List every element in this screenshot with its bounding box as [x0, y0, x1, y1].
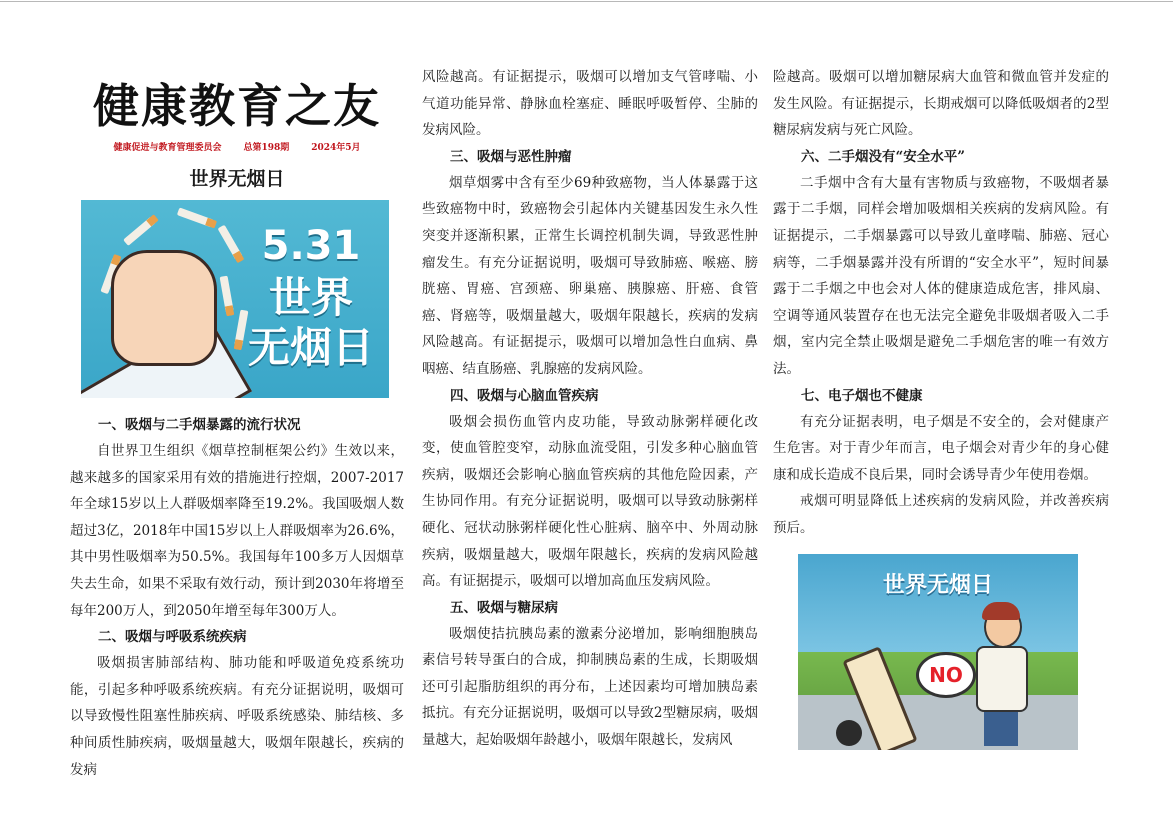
masthead-subline [70, 142, 404, 154]
boy-legs-shape [984, 706, 1018, 746]
section-6-paragraph: 二手烟中含有大量有害物质与致癌物，不吸烟者暴露于二手烟，同样会增加吸烟相关疾病的发病风险。有证据提示，二手烟暴露可以导致儿童哮喘、肺癌、冠心病等，二手烟暴露并没有所谓的“安全水平”，短时间暴露于二手烟之中也会对人体的健康造成危害，排风扇、空调等通风装置存在也无法完全避免非吸烟者吸入二手烟，室内完全禁止吸烟是避免二手烟危害的唯一有效方法。 [773, 174, 1109, 377]
section-1-paragraph: 自世界卫生组织《烟草控制框架公约》生效以来，越来越多的国家采用有效的措施进行控烟，2007-2017年全球15岁以上人群吸烟率降至19.2%。我国吸烟人数超过3亿，2018年中国15岁以上人群吸烟率为26.6%，其中男性吸烟率为50.5%。我国每年100多万人因烟草失去生命，如果不采取有效行动，预计到2030年将增至每年200万人，到2050年增至每年300万人。 [70, 443, 404, 619]
section-2-paragraph-part1: 吸烟损害肺部结构、肺功能和呼吸道免疫系统功能，引起多种呼吸系统疾病。有充分证据说明，吸烟可以导致慢性阻塞性肺疾病、呼吸系统感染、肺结核、多种间质性肺疾病，吸烟量越大，吸烟年限越长，疾病的发病 [70, 655, 404, 778]
hero-text-line2: 无烟日 [247, 323, 374, 372]
section-5-paragraph-part2: 险越高。吸烟可以增加糖尿病大血管和微血管并发症的发生风险。有证据提示，长期戒烟可以降低吸烟者的2型糖尿病发病与死亡风险。 [773, 69, 1109, 139]
cigarette-icon [220, 276, 235, 317]
hero-date-text: 5.31 [261, 223, 361, 269]
illustration-banner: 世界无烟日 [882, 572, 993, 598]
boy-body-shape [976, 646, 1028, 712]
boy-hair-shape [982, 602, 1020, 620]
masthead-title: 健康教育之友 [93, 79, 381, 133]
section-7-title: 七、电子烟也不健康 [801, 387, 923, 404]
cigarette-icon [177, 207, 217, 228]
section-5-title: 五、吸烟与糖尿病 [450, 599, 558, 616]
no-smoking-illustration [798, 554, 1078, 750]
section-3-paragraph: 烟草烟雾中含有至少69种致癌物，当人体暴露于这些致癌物中时，致癌物会引起体内关键基因发生永久性突变并逐渐积累，正常生长调控机制失调，导致恶性肿瘤发生。有充分证据说明，吸烟可导致肺癌、喉癌、膀胱癌、胃癌、宫颈癌、卵巢癌、胰腺癌、肝癌、食管癌、肾癌等，吸烟量越大，吸烟年限越长，疾病的发病风险越高。有证据提示，吸烟可以增加急性白血病、鼻咽癌、结直肠癌、乳腺癌的发病风险。 [422, 174, 758, 377]
section-5-paragraph-part1: 吸烟使拮抗胰岛素的激素分泌增加，影响细胞胰岛素信号转导蛋白的合成，抑制胰岛素的生成，长期吸烟还可引起脂肪组织的再分布，上述因素均可增加胰岛素抵抗。有充分证据说明，吸烟可以导致2型糖尿病，吸烟量越大，起始吸烟年龄越小，吸烟年限越长，发病风 [422, 625, 758, 749]
section-2-paragraph-part2: 风险越高。有证据提示，吸烟可以增加支气管哮喘、小气道功能异常、静脉血栓塞症、睡眠呼吸暂停、尘肺的发病风险。 [422, 69, 758, 139]
section-4-title: 四、吸烟与心脑血管疾病 [450, 387, 599, 404]
section-2-title: 二、吸烟与呼吸系统疾病 [98, 629, 247, 646]
section-6-title: 六、二手烟没有“安全水平” [801, 148, 966, 165]
hero-text-line1: 世界 [268, 273, 353, 322]
issue-title: 世界无烟日 [189, 168, 285, 190]
cigarette-icon [123, 214, 159, 246]
section-4-paragraph: 吸烟会损伤血管内皮功能，导致动脉粥样硬化改变，使血管腔变窄，动脉血流受阻，引发多种心脑血管疾病，吸烟还会影响心脑血管疾病的其他危险因素，产生协同作用。有充分证据说明，吸烟可以导致动脉粥样硬化、冠状动脉粥样硬化性心脏病、脑卒中、外周动脉疾病，吸烟量越大，吸烟年限越长，疾病的发病风险越高。有证据提示，吸烟可以增加高血压发病风险。 [422, 413, 758, 590]
fist-icon [111, 250, 217, 366]
section-1-title: 一、吸烟与二手烟暴露的流行状况 [98, 417, 301, 433]
column-3 [773, 64, 1109, 750]
no-sign: NO [916, 652, 976, 698]
section-7-paragraph-1: 有充分证据表明，电子烟是不安全的，会对健康产生危害。对于青少年而言，电子烟会对青少年的身心健康和成长造成不良后果，同时会诱导青少年使用卷烟。 [773, 413, 1109, 483]
hero-image [81, 200, 389, 398]
section-3-title: 三、吸烟与恶性肿瘤 [450, 148, 572, 165]
column-2 [422, 64, 758, 754]
publisher: 健康促进与教育管理委员会 [113, 143, 222, 153]
column-1 [70, 80, 404, 783]
section-7-paragraph-2: 戒烟可明显降低上述疾病的发病风险，并改善疾病预后。 [773, 493, 1109, 536]
ball-and-chain-icon [836, 720, 862, 746]
top-border [0, 1, 1173, 2]
issue-date: 2024年5月 [311, 143, 361, 153]
issue-number: 总第198期 [243, 143, 290, 153]
